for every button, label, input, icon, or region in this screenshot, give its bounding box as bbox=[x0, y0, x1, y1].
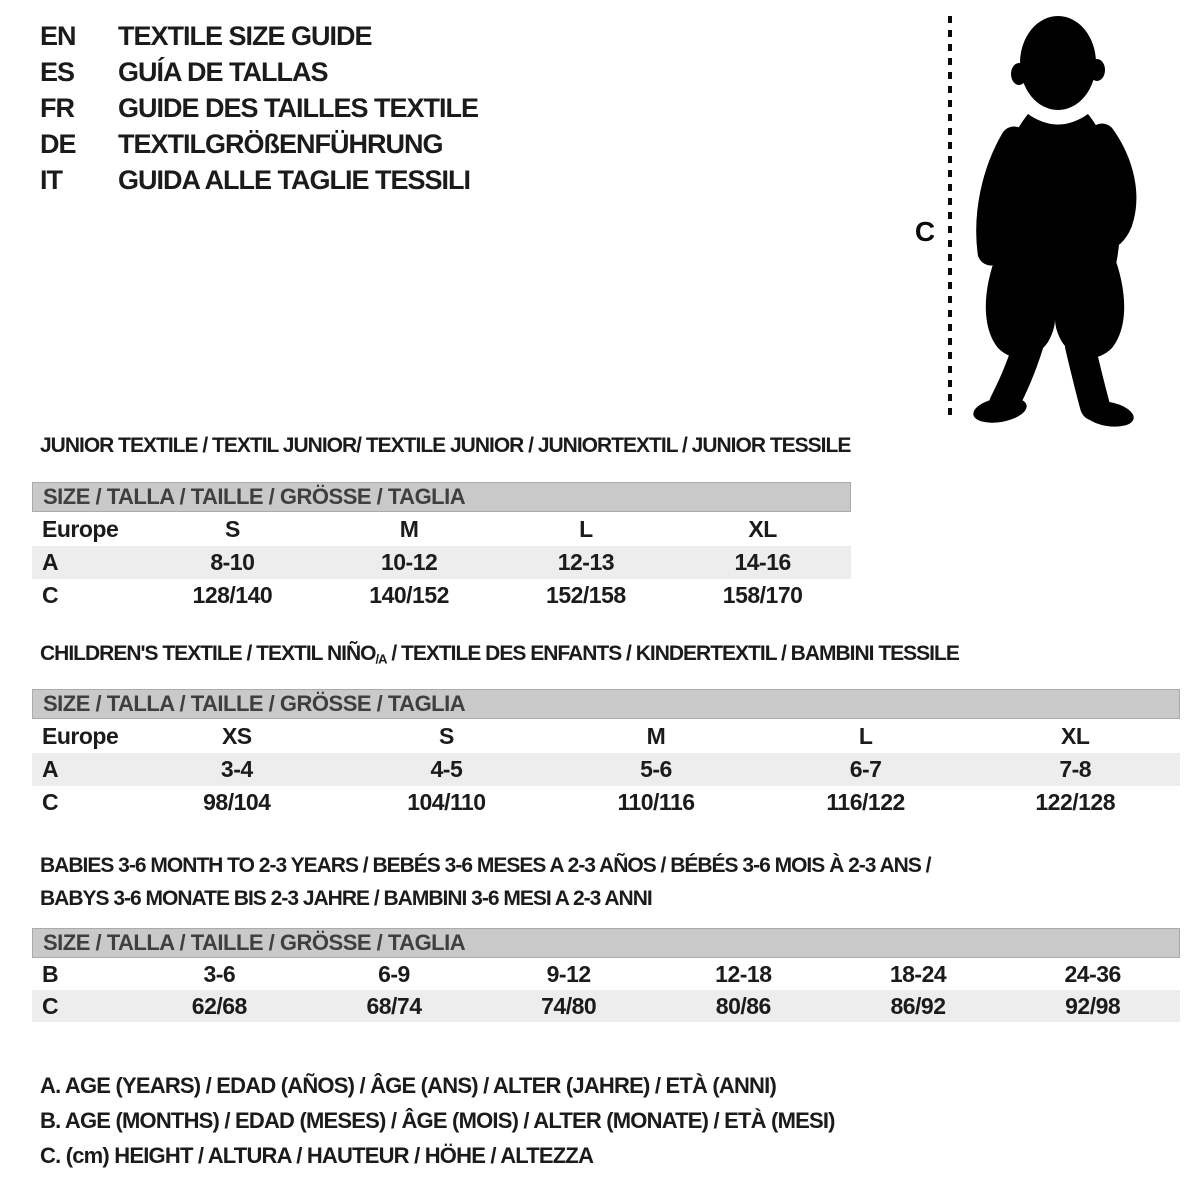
table-row bbox=[32, 786, 1180, 819]
table-cell: 7-8 bbox=[1059, 756, 1092, 782]
children-size-header: SIZE / TALLA / TAILLE / GRÖSSE / TAGLIA bbox=[32, 689, 1180, 719]
table-cell: M bbox=[646, 722, 666, 749]
table-cell: 12-18 bbox=[715, 960, 772, 987]
table-cell: M bbox=[399, 515, 419, 542]
row-label: A bbox=[42, 756, 59, 782]
babies-title-line1: BABIES 3-6 MONTH TO 2-3 YEARS / BEBÉS 3-6 MESES A 2-3 AÑOS / BÉBÉS 3-6 MOIS À 2-3 ANS / bbox=[40, 854, 931, 877]
toddler-silhouette-icon bbox=[971, 16, 1135, 430]
table-row bbox=[32, 719, 1180, 753]
legend-line-a: A. AGE (YEARS) / EDAD (AÑOS) / ÂGE (ANS) / ALTER (JAHRE) / ETÀ (ANNI) bbox=[40, 1073, 776, 1098]
table-row bbox=[32, 990, 1180, 1022]
babies-title-line2: BABYS 3-6 MONATE BIS 2-3 JAHRE / BAMBINI 3-6 MESI A 2-3 ANNI bbox=[40, 887, 652, 910]
measure-legend bbox=[40, 1068, 835, 1173]
lang-row-it bbox=[40, 166, 478, 195]
row-label: C bbox=[42, 992, 59, 1019]
lang-title: GUIDA ALLE TAGLIE TESSILI bbox=[118, 165, 470, 195]
table-cell: 68/74 bbox=[366, 992, 422, 1019]
children-title-pre: CHILDREN'S TEXTILE / TEXTIL NIÑO bbox=[40, 642, 376, 665]
table-cell: 98/104 bbox=[203, 789, 271, 815]
table-cell: 110/116 bbox=[617, 789, 695, 815]
language-title-list bbox=[40, 22, 478, 195]
lang-title: TEXTILE SIZE GUIDE bbox=[118, 21, 372, 51]
table-cell: 158/170 bbox=[722, 582, 803, 608]
table-cell: 152/158 bbox=[546, 582, 626, 608]
table-cell: 24-36 bbox=[1064, 960, 1121, 987]
height-figure bbox=[880, 0, 1200, 440]
row-label: A bbox=[42, 549, 59, 575]
height-measure-label: C bbox=[914, 216, 936, 247]
table-row bbox=[32, 753, 1180, 786]
table-cell: 3-4 bbox=[220, 756, 253, 782]
lang-code: ES bbox=[40, 57, 75, 87]
table-cell: 12-13 bbox=[557, 549, 615, 575]
table-cell: S bbox=[224, 515, 240, 542]
babies-size-header: SIZE / TALLA / TAILLE / GRÖSSE / TAGLIA bbox=[32, 928, 1180, 958]
table-cell: 4-5 bbox=[430, 756, 463, 782]
table-cell: 5-6 bbox=[640, 756, 672, 782]
table-cell: 128/140 bbox=[192, 582, 273, 608]
table-cell: 104/110 bbox=[407, 789, 486, 815]
babies-section-title bbox=[40, 849, 1000, 915]
table-cell: 80/86 bbox=[715, 992, 771, 1019]
junior-size-table bbox=[32, 482, 851, 612]
table-cell: 9-12 bbox=[546, 960, 591, 987]
table-cell: XS bbox=[221, 722, 252, 749]
table-cell: 6-9 bbox=[378, 960, 410, 987]
table-cell: 74/80 bbox=[541, 992, 597, 1019]
table-cell: 140/152 bbox=[369, 582, 449, 608]
row-label: Europe bbox=[42, 515, 119, 542]
table-cell: 6-7 bbox=[849, 756, 882, 782]
children-size-table bbox=[32, 689, 1180, 819]
babies-size-table bbox=[32, 928, 1180, 1022]
table-cell: 14-16 bbox=[734, 549, 791, 575]
table-cell: XL bbox=[748, 515, 777, 542]
table-row bbox=[32, 579, 851, 612]
table-cell: 92/98 bbox=[1065, 992, 1121, 1019]
lang-row-es bbox=[40, 58, 478, 87]
table-cell: L bbox=[858, 722, 873, 749]
table-cell: 86/92 bbox=[890, 992, 946, 1019]
lang-row-de bbox=[40, 130, 478, 159]
table-cell: 3-6 bbox=[203, 960, 236, 987]
table-cell: 62/68 bbox=[191, 992, 247, 1019]
table-cell: 116/122 bbox=[826, 789, 905, 815]
table-cell: 10-12 bbox=[380, 549, 438, 575]
children-title-sub: /A bbox=[375, 651, 387, 667]
table-cell: S bbox=[438, 722, 454, 749]
lang-title: GUIDE DES TAILLES TEXTILE bbox=[118, 93, 479, 123]
lang-code: FR bbox=[40, 93, 74, 123]
table-cell: XL bbox=[1061, 722, 1090, 749]
legend-line-c: C. (cm) HEIGHT / ALTURA / HAUTEUR / HÖHE / ALTEZZA bbox=[40, 1143, 594, 1168]
table-cell: 18-24 bbox=[889, 960, 947, 987]
lang-code: IT bbox=[40, 165, 62, 195]
row-label: C bbox=[42, 582, 59, 608]
lang-code: EN bbox=[40, 21, 76, 51]
lang-title: TEXTILGRÖßENFÜHRUNG bbox=[118, 129, 443, 159]
table-row bbox=[32, 958, 1180, 990]
lang-title: GUÍA DE TALLAS bbox=[118, 57, 328, 87]
row-label: Europe bbox=[42, 722, 119, 749]
legend-line-b: B. AGE (MONTHS) / EDAD (MESES) / ÂGE (MOIS) / ALTER (MONATE) / ETÀ (MESI) bbox=[40, 1108, 835, 1133]
table-row bbox=[32, 546, 851, 579]
row-label: C bbox=[42, 789, 59, 815]
children-section-title bbox=[40, 642, 959, 671]
lang-row-en bbox=[40, 22, 478, 51]
row-label: B bbox=[42, 960, 59, 987]
lang-row-fr bbox=[40, 94, 478, 123]
junior-section-title: JUNIOR TEXTILE / TEXTIL JUNIOR/ TEXTILE JUNIOR / JUNIORTEXTIL / JUNIOR TESSILE bbox=[40, 434, 851, 457]
junior-size-header: SIZE / TALLA / TAILLE / GRÖSSE / TAGLIA bbox=[32, 482, 851, 512]
table-cell: L bbox=[579, 515, 593, 542]
lang-code: DE bbox=[40, 129, 76, 159]
table-row bbox=[32, 512, 851, 546]
table-cell: 8-10 bbox=[210, 549, 255, 575]
table-cell: 122/128 bbox=[1035, 789, 1116, 815]
children-title-post: / TEXTILE DES ENFANTS / KINDERTEXTIL / BAMBINI TESSILE bbox=[386, 642, 959, 665]
